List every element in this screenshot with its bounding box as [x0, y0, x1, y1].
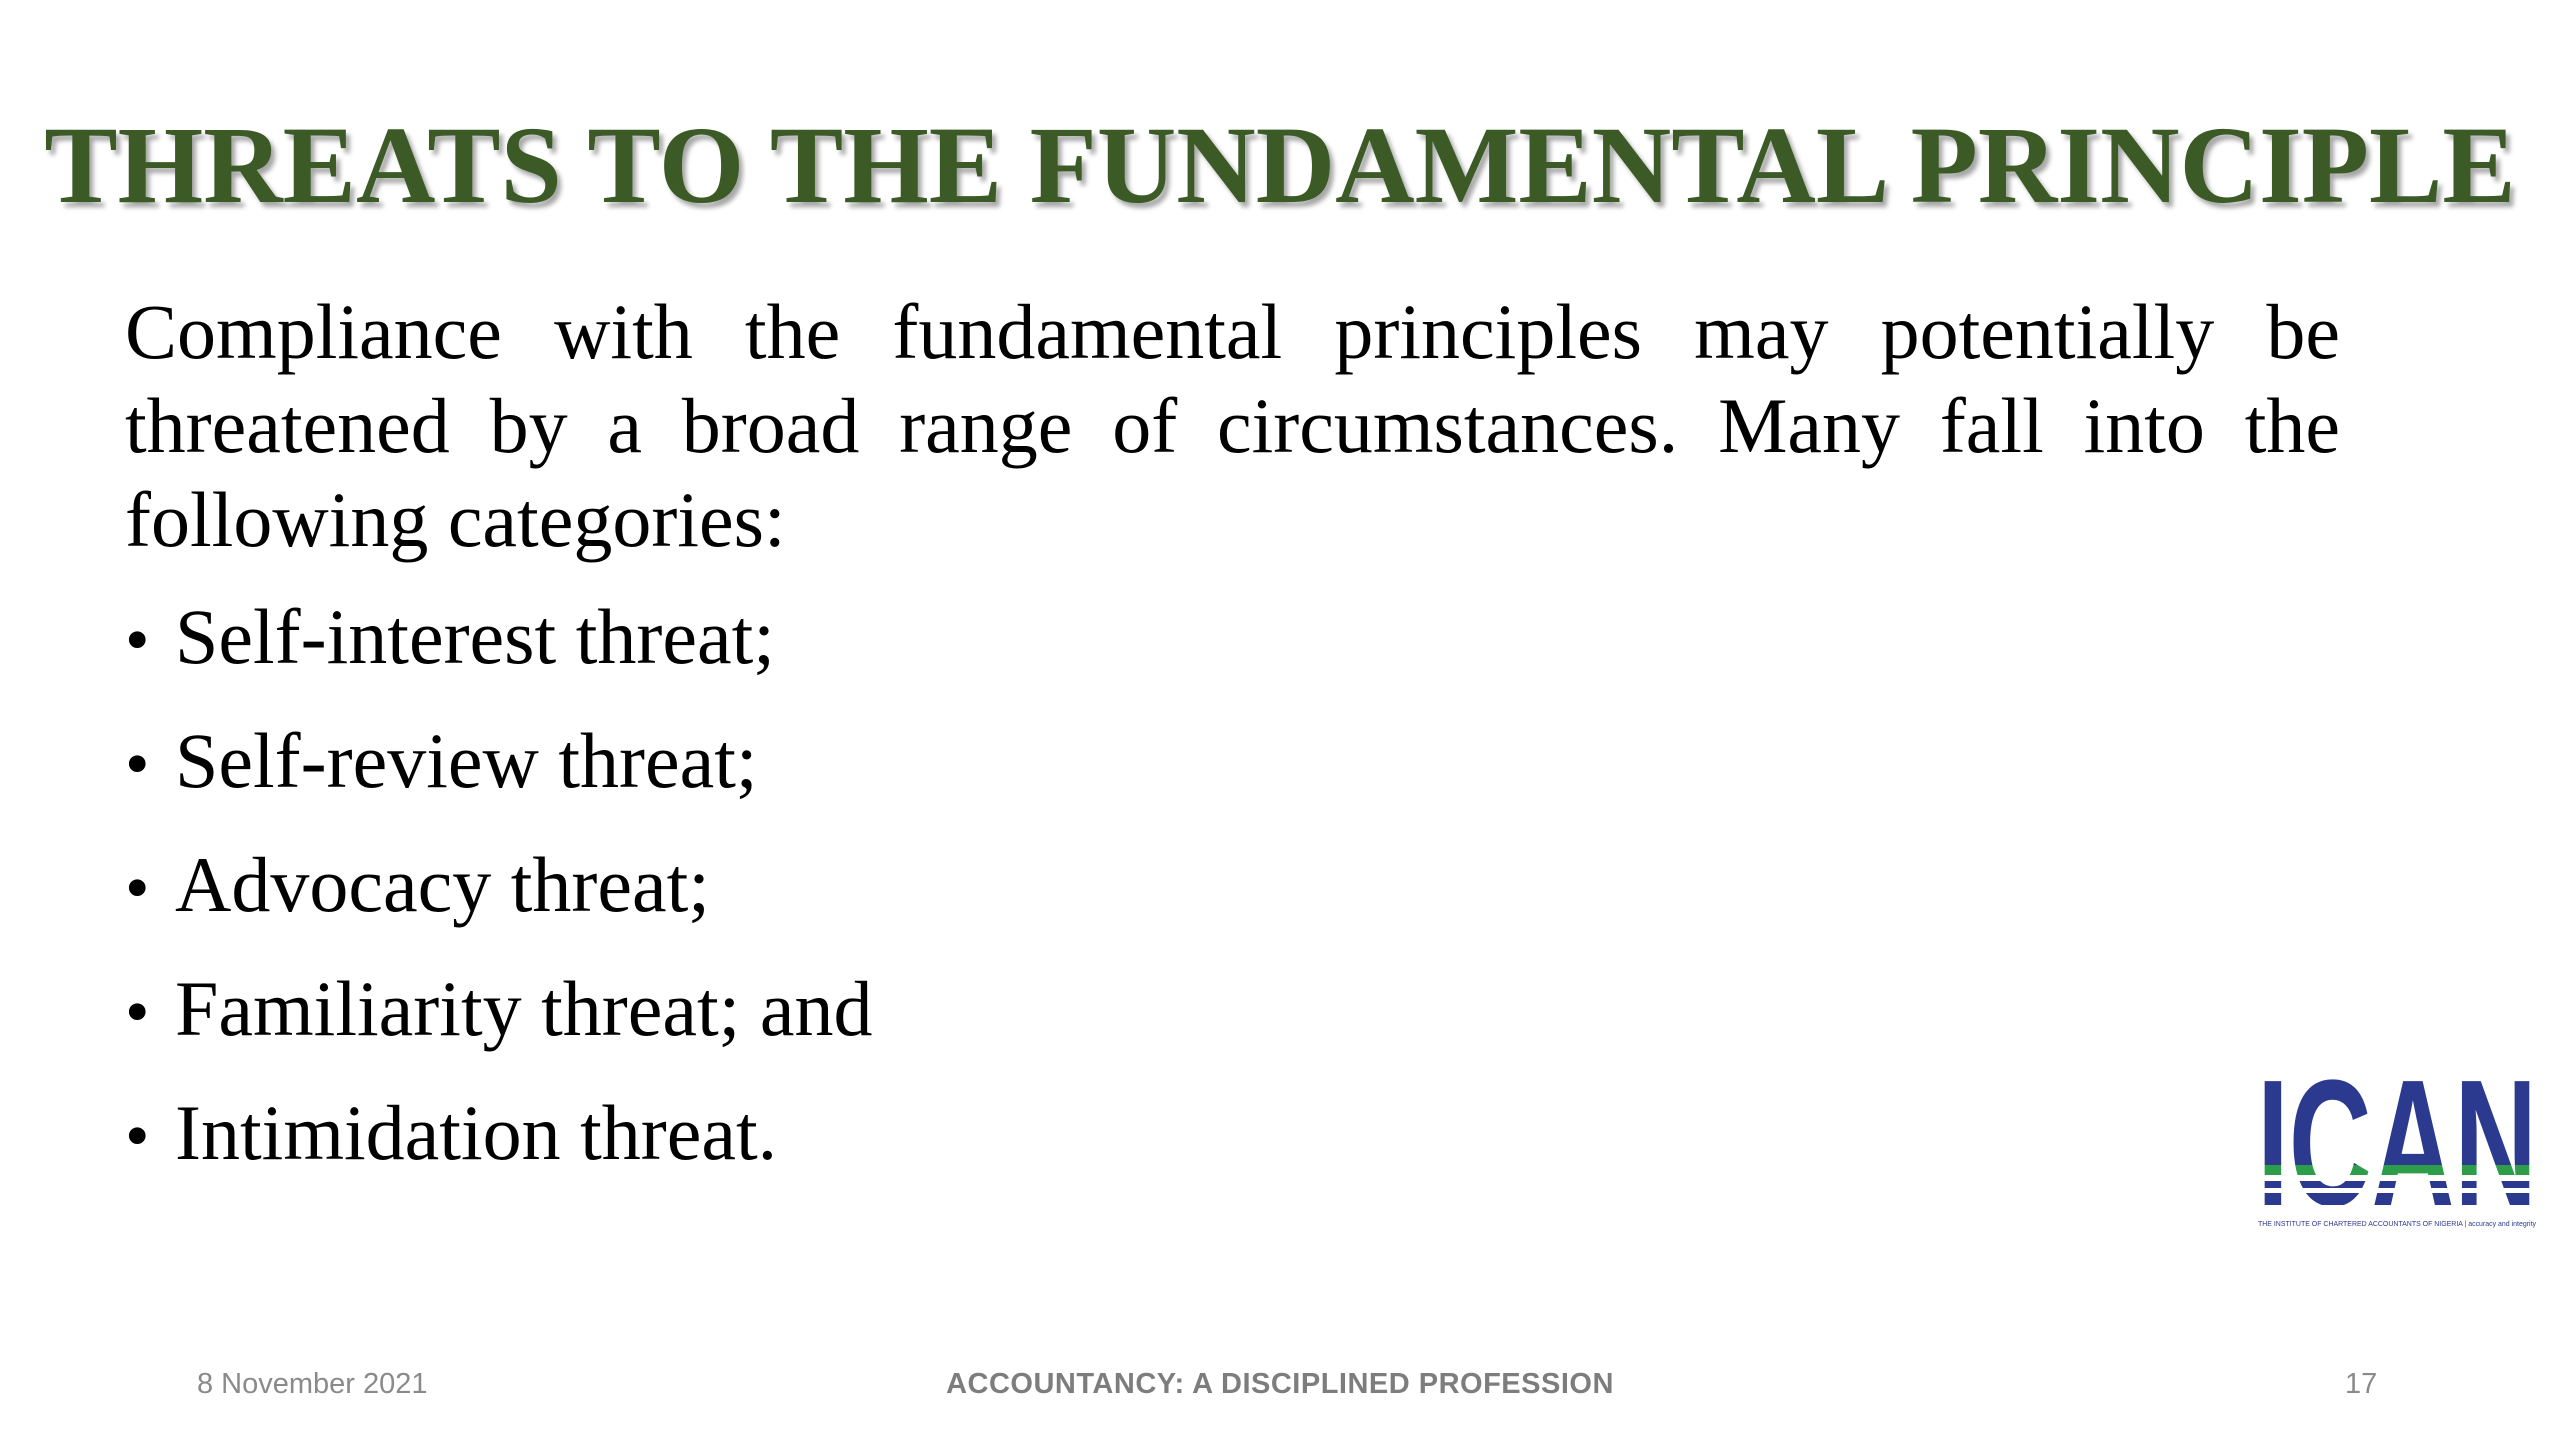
footer-date: 8 November 2021	[197, 1368, 428, 1400]
list-item-label: Self-interest threat;	[175, 593, 775, 680]
svg-text:THE INSTITUTE OF CHARTERED ACC: THE INSTITUTE OF CHARTERED ACCOUNTANTS OF NIGERIA | accuracy and integrity	[2258, 1219, 2537, 1228]
list-item	[125, 961, 2340, 1061]
bullet-icon: •	[125, 1098, 150, 1175]
list-item	[125, 837, 2340, 937]
list-item-label: Self-review threat;	[175, 717, 758, 804]
list-item-label: Intimidation threat.	[175, 1089, 778, 1176]
list-item	[125, 713, 2340, 813]
threat-list	[125, 589, 2340, 1185]
slide-body	[125, 285, 2340, 1209]
slide-title: THREATS TO THE FUNDAMENTAL PRINCIPLE	[44, 104, 2516, 226]
page-number: 17	[2345, 1368, 2378, 1400]
bullet-icon: •	[125, 726, 150, 803]
ican-logo	[2255, 1055, 2540, 1230]
intro-paragraph: Compliance with the fundamental principles may potentially be threatened by a broad range of circumstances. Many fall into the following categories:	[125, 288, 2340, 563]
list-item-label: Advocacy threat;	[175, 841, 710, 928]
bullet-icon: •	[125, 850, 150, 927]
list-item-label: Familiarity threat; and	[175, 965, 873, 1052]
list-item	[125, 589, 2340, 689]
bullet-icon: •	[125, 602, 150, 679]
list-item	[125, 1085, 2340, 1185]
footer-title: ACCOUNTANCY: A DISCIPLINED PROFESSION	[946, 1368, 1614, 1400]
bullet-icon: •	[125, 974, 150, 1051]
